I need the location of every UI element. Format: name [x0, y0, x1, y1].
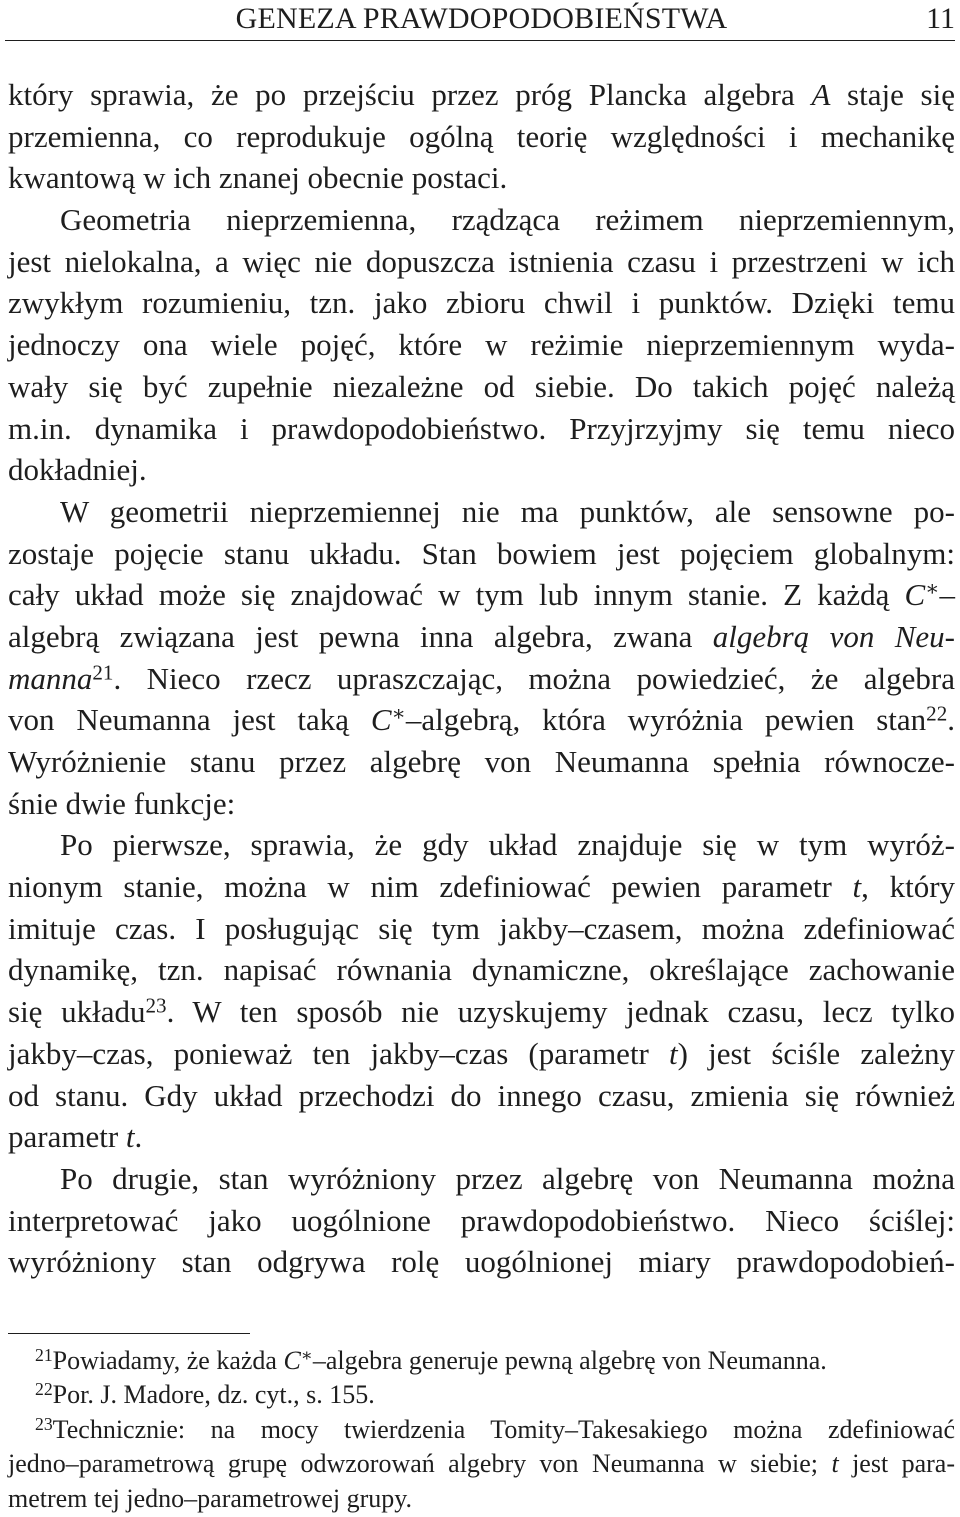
defined-term-italic: algebrą von Neu- — [712, 618, 955, 654]
text-run: – — [939, 577, 955, 613]
footnote-mark: 21 — [35, 1345, 53, 1366]
superscript-star: ∗ — [391, 701, 406, 726]
footnote-line — [8, 1378, 955, 1412]
text-line — [8, 658, 955, 700]
text-line: imituje czas. I posługując się tym jakby–czasem, można zdefiniować — [8, 910, 955, 946]
footnote-mark: 23 — [35, 1413, 53, 1434]
paragraph — [8, 491, 955, 825]
math-symbol-c: C — [370, 702, 392, 738]
text-line: wyróżniony stan odgrywa rolę uogólnionej miary prawdopodobień- — [8, 1244, 955, 1280]
text-run: parametr — [8, 1119, 126, 1155]
math-symbol-t: t — [125, 1119, 135, 1155]
text-line — [8, 1033, 955, 1075]
math-symbol-c: C — [904, 577, 926, 613]
text-line: Geometria nieprzemienna, rządząca reżimem nieprzemiennym, — [60, 202, 955, 238]
text-run: . W ten sposób nie uzyskujemy jednak czasu, lecz tylko — [166, 994, 955, 1030]
text-line — [8, 616, 955, 658]
footnote-22 — [8, 1378, 955, 1412]
text-line: W geometrii nieprzemiennej nie ma punktów, ale sensowne po- — [60, 493, 955, 529]
text-line: przemienna, co reprodukuje ogólną teorię względności i mechanikę — [8, 118, 955, 154]
body-text — [8, 74, 955, 1283]
footnote-line — [8, 1344, 955, 1378]
running-header — [8, 0, 955, 38]
footnote-line — [8, 1413, 955, 1447]
text-run: , który — [861, 869, 956, 905]
text-line: m.in. dynamika i prawdopodobieństwo. Przyjrzyjmy się temu nieco — [8, 410, 955, 446]
text-run: staje się — [830, 77, 955, 112]
text-line — [8, 574, 955, 616]
text-line: jednoczy ona wiele pojęć, które w reżimie nieprzemiennym wyda- — [8, 327, 955, 363]
page-number: 11 — [926, 2, 955, 35]
text-run: jakby–czas, ponieważ ten jakby–czas (parametr — [8, 1035, 670, 1071]
text-line — [8, 74, 955, 116]
paragraph — [8, 199, 955, 491]
math-symbol-t: t — [669, 1035, 678, 1071]
math-symbol-c: C — [283, 1346, 301, 1375]
footnote-ref-22: 22 — [926, 701, 948, 726]
paragraph — [8, 824, 955, 1158]
text-line: Wyróżnienie stanu przez algebrę von Neumanna spełnia równocze- — [8, 744, 955, 779]
footnote-21 — [8, 1344, 955, 1378]
footnote-mark: 22 — [35, 1379, 53, 1400]
text-line: zostaje pojęcie stanu układu. Stan bowiem jest pojęciem globalnym: — [8, 535, 955, 571]
running-title: GENEZA PRAWDOPODOBIEŃSTWA — [235, 2, 728, 35]
math-symbol-t: t — [852, 869, 862, 905]
text-run: cały układ może się znajdować w tym lub innym stanie. Z każdą — [8, 577, 905, 613]
text-line: zwykłym rozumieniu, tzn. jako zbioru chwil i punktów. Dzięki temu — [8, 285, 955, 321]
text-line: kwantową w ich znanej obecnie postaci. — [8, 160, 508, 196]
math-symbol-a: A — [811, 77, 831, 112]
text-run: von Neumanna jest taką — [8, 702, 371, 738]
text-line: Po drugie, stan wyróżniony przez algebrę von Neumanna można — [60, 1160, 955, 1196]
paragraph — [8, 1158, 955, 1283]
superscript-star: ∗ — [300, 1345, 313, 1366]
text-run: ) jest ściśle zależny — [677, 1035, 955, 1071]
text-run: jest para- — [838, 1449, 955, 1479]
math-symbol-t: t — [831, 1449, 839, 1479]
paragraph — [8, 74, 955, 199]
footnote-rule — [8, 1333, 250, 1334]
text-line: Po pierwsze, sprawia, że gdy układ znajduje się w tym wyróż- — [60, 827, 955, 863]
text-line: interpretować jako uogólnione prawdopodobieństwo. Nieco ściślej: — [8, 1202, 955, 1238]
footnote-line — [8, 1447, 955, 1481]
text-run: . — [947, 702, 955, 738]
text-run: który sprawia, że po przejściu przez próg Plancka algebra — [8, 77, 812, 112]
text-run: . Nieco rzecz upraszczając, można powiedzieć, że algebra — [113, 660, 955, 696]
footnote-ref-21: 21 — [92, 660, 114, 685]
text-run: . — [134, 1119, 143, 1155]
text-run: się układu — [8, 994, 146, 1030]
text-run: jedno–parametrową grupę odwzorowań algebry von Neumanna w siebie; — [8, 1449, 832, 1479]
text-line — [8, 991, 955, 1033]
text-line — [8, 699, 955, 741]
text-line: dokładniej. — [8, 452, 147, 488]
text-line: od stanu. Gdy układ przechodzi do innego czasu, zmienia się również — [8, 1077, 955, 1113]
text-line — [8, 866, 955, 908]
text-run: Technicznie: na mocy twierdzenia Tomity–Takesakiego można zdefiniować — [52, 1414, 955, 1444]
text-line: śnie dwie funkcje: — [8, 785, 236, 821]
text-line — [8, 1116, 955, 1158]
text-run: nionym stanie, można w nim zdefiniować pewien parametr — [8, 869, 853, 905]
text-run: –algebra generuje pewną algebrę von Neumanna. — [312, 1346, 827, 1375]
footnote-23 — [8, 1413, 955, 1516]
text-run: algebrą związana jest pewna inna algebra, zwana — [8, 618, 713, 654]
text-line: dynamikę, tzn. napisać równania dynamiczne, określające zachowanie — [8, 952, 955, 988]
footnote-ref-23: 23 — [145, 993, 167, 1018]
superscript-star: ∗ — [925, 576, 940, 601]
footnotes — [8, 1344, 955, 1516]
text-run: Powiadamy, że każda — [52, 1346, 284, 1375]
text-run: Por. J. Madore, dz. cyt., s. 155. — [52, 1380, 375, 1410]
text-run: –algebrą, która wyróżnia pewien stan — [405, 702, 927, 738]
header-rule — [5, 40, 955, 41]
text-line: wały się być zupełnie niezależne od siebie. Do takich pojęć należą — [8, 368, 955, 404]
text-line: jest nielokalna, a więc nie dopuszcza istnienia czasu i przestrzeni w ich — [8, 243, 955, 279]
defined-term-italic: manna — [8, 660, 93, 696]
footnote-line: metrem tej jedno–parametrowej grupy. — [8, 1483, 413, 1513]
